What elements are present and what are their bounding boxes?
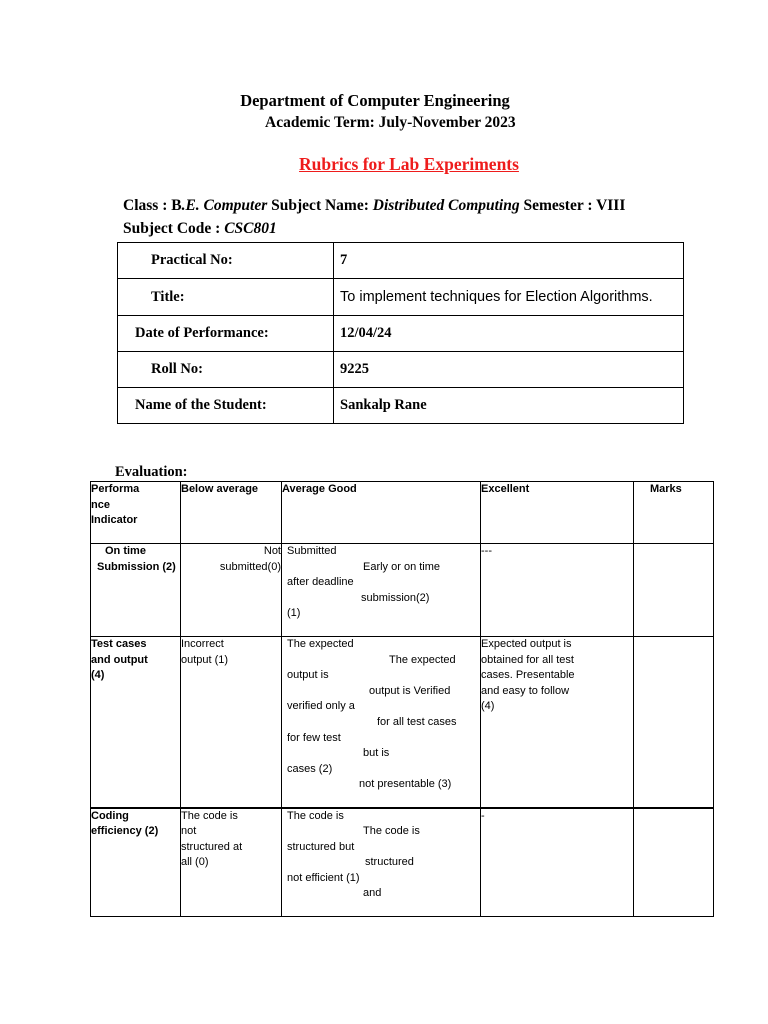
indicator-line: On time xyxy=(105,545,146,557)
below-line: output (1) xyxy=(181,653,229,666)
below-line: The code is xyxy=(181,809,238,822)
title-row xyxy=(118,279,684,316)
indicator-line: Test cases xyxy=(91,638,147,650)
header-indicator-line: nce xyxy=(91,498,110,511)
indicator-line: Coding xyxy=(91,809,129,822)
below-line: submitted(0) xyxy=(219,560,281,573)
average-line: structured but xyxy=(287,840,355,853)
below-average-coding-efficiency xyxy=(181,808,282,917)
excellent-line: obtained for all test xyxy=(481,653,574,666)
below-average-submission xyxy=(181,544,282,637)
excellent-line: - xyxy=(481,809,485,822)
excellent-line: Expected output is xyxy=(481,638,572,650)
roll-value: 9225 xyxy=(334,352,684,388)
average-line: output is xyxy=(287,669,329,682)
header-average-good xyxy=(282,482,481,544)
header-excellent-text: Excellent xyxy=(481,483,530,495)
subject-code-value: CSC801 xyxy=(224,220,277,237)
indicator-line: and output xyxy=(91,653,148,666)
marks-coding-efficiency xyxy=(634,808,714,917)
academic-term: Academic Term: July-November 2023 xyxy=(265,114,516,131)
excellent-submission xyxy=(481,544,634,637)
title-label: Title: xyxy=(118,279,334,316)
average-line: and xyxy=(363,887,382,900)
experiment-info-table xyxy=(117,242,684,424)
header-indicator-line: Performa xyxy=(91,483,140,495)
evaluation-rubric-table xyxy=(90,481,714,917)
excellent-coding-efficiency xyxy=(481,808,634,917)
header-below-text: Below average xyxy=(181,483,259,495)
header-indicator-line: Indicator xyxy=(91,514,138,527)
average-line: after deadline xyxy=(287,576,354,589)
excellent-line: (4) xyxy=(481,700,495,713)
average-line: Submitted xyxy=(287,545,337,557)
below-line: Incorrect xyxy=(181,638,224,650)
marks-test-cases xyxy=(634,637,714,808)
rubric-header-row xyxy=(91,482,714,544)
rubric-row-coding-efficiency xyxy=(91,808,714,917)
average-line: The code is xyxy=(363,825,420,838)
header-marks-text: Marks xyxy=(650,483,682,495)
average-good-submission xyxy=(282,544,481,637)
subject-code-label: Subject Code : xyxy=(123,220,225,237)
average-line: structured xyxy=(365,856,414,869)
rubric-title: Rubrics for Lab Experiments xyxy=(299,154,519,174)
indicator-line: efficiency (2) xyxy=(91,825,159,838)
date-label: Date of Performance: xyxy=(118,316,334,352)
average-line: verified only a xyxy=(287,700,355,713)
below-line: not xyxy=(181,825,197,838)
indicator-line: Submission (2) xyxy=(97,560,176,573)
practical-label: Practical No: xyxy=(118,243,334,279)
evaluation-label: Evaluation: xyxy=(115,464,188,480)
class-value: .E. Computer xyxy=(181,197,268,214)
average-line: The code is xyxy=(287,809,344,822)
average-line: The expected xyxy=(389,653,456,666)
student-name-label: Name of the Student: xyxy=(118,388,334,424)
subject-code-line xyxy=(123,220,277,238)
average-line: cases (2) xyxy=(287,762,333,775)
student-name-value: Sankalp Rane xyxy=(334,388,684,424)
average-line: The expected xyxy=(287,638,354,650)
below-line: Not xyxy=(263,545,281,557)
indicator-coding-efficiency xyxy=(91,808,181,917)
average-line: but is xyxy=(363,747,390,760)
excellent-test-cases xyxy=(481,637,634,808)
semester-label: Semester : VIII xyxy=(519,197,626,214)
below-average-test-cases xyxy=(181,637,282,808)
header-marks xyxy=(634,482,714,544)
average-line: not efficient (1) xyxy=(287,871,360,884)
average-line: (1) xyxy=(287,607,301,620)
average-line: for all test cases xyxy=(377,715,457,728)
average-good-coding-efficiency xyxy=(282,808,481,917)
average-line: output is Verified xyxy=(369,684,451,697)
average-line: for few test xyxy=(287,731,341,744)
excellent-line: and easy to follow xyxy=(481,684,570,697)
indicator-submission xyxy=(91,544,181,637)
roll-row xyxy=(118,352,684,388)
subject-name-label: Subject Name: xyxy=(267,197,373,214)
average-line: Early or on time xyxy=(363,560,441,573)
rubric-row-submission xyxy=(91,544,714,637)
roll-label: Roll No: xyxy=(118,352,334,388)
department-heading: Department of Computer Engineering xyxy=(240,91,510,110)
marks-submission xyxy=(634,544,714,637)
header-indicator xyxy=(91,482,181,544)
title-value: To implement techniques for Election Algorithms. xyxy=(334,279,684,316)
class-label: Class : B xyxy=(123,197,182,214)
header-excellent xyxy=(481,482,634,544)
excellent-line: cases. Presentable xyxy=(481,669,575,682)
average-good-test-cases xyxy=(282,637,481,808)
header-below-average xyxy=(181,482,282,544)
practical-row xyxy=(118,243,684,279)
below-line: all (0) xyxy=(181,856,209,869)
indicator-line: (4) xyxy=(91,669,105,682)
rubric-row-test-cases xyxy=(91,637,714,808)
class-subject-line xyxy=(123,197,625,215)
average-line: not presentable (3) xyxy=(359,778,452,791)
header-average-text: Average Good xyxy=(282,483,357,495)
practical-value: 7 xyxy=(334,243,684,279)
name-row xyxy=(118,388,684,424)
date-row xyxy=(118,316,684,352)
date-value: 12/04/24 xyxy=(334,316,684,352)
indicator-test-cases xyxy=(91,637,181,808)
excellent-line: --- xyxy=(481,545,492,557)
average-line: submission(2) xyxy=(361,591,430,604)
below-line: structured at xyxy=(181,840,243,853)
subject-name-value: Distributed Computing xyxy=(372,197,520,214)
